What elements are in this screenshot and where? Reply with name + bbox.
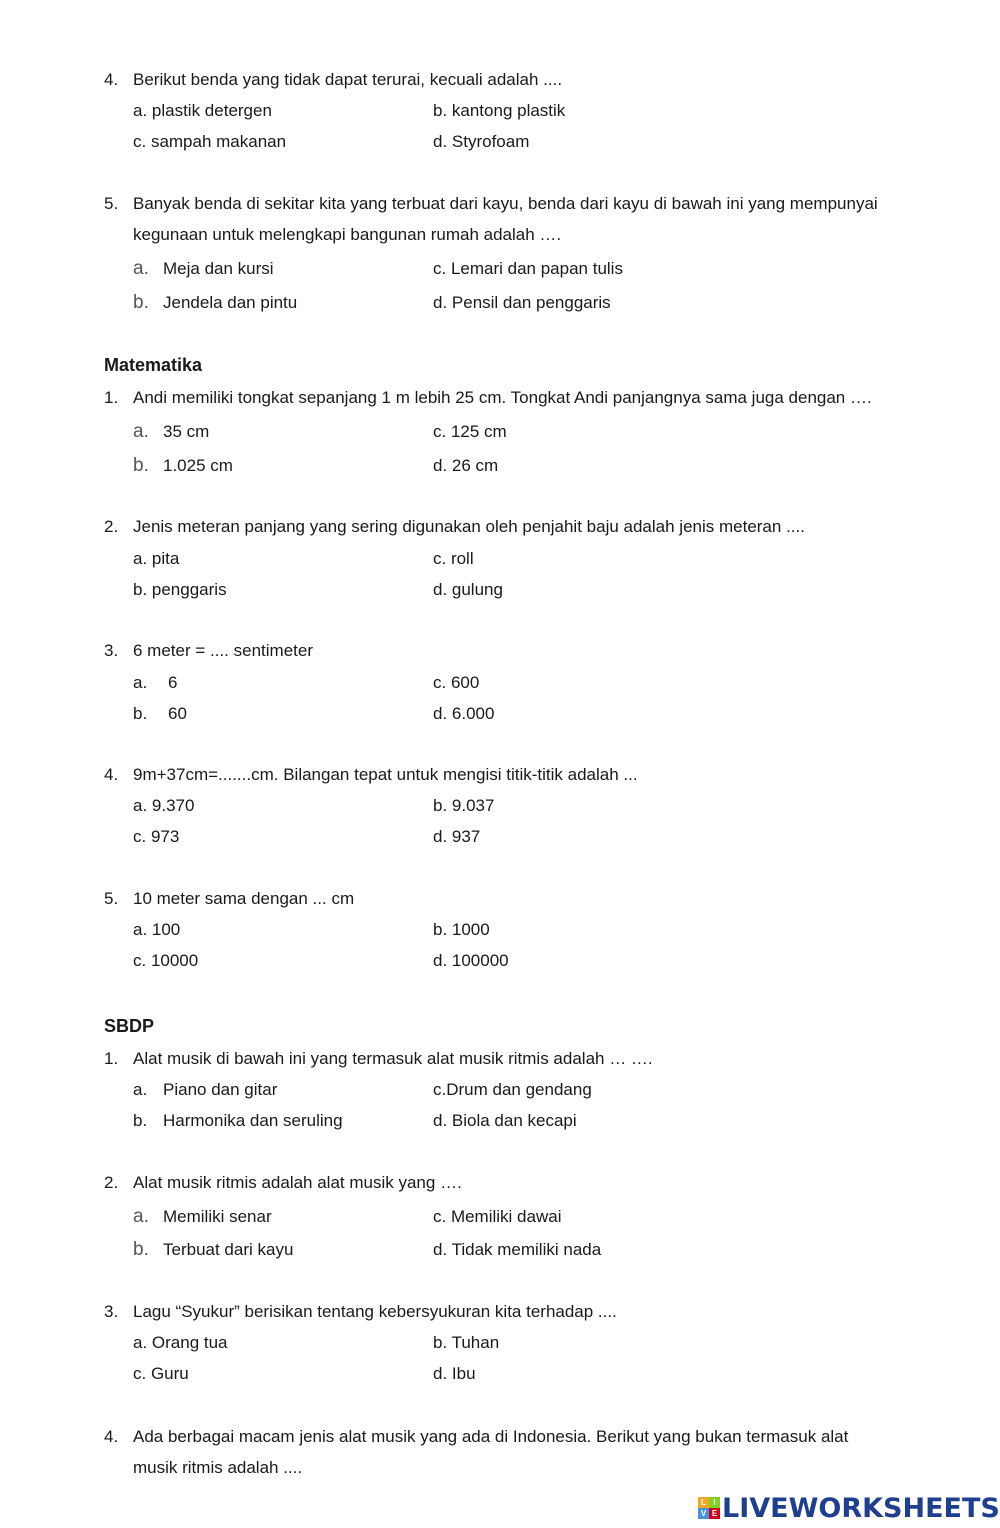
liveworksheets-logo[interactable] bbox=[698, 1488, 1000, 1528]
option-c[interactable]: c. Memiliki dawai bbox=[433, 1207, 562, 1226]
question-number: 4. bbox=[104, 70, 119, 89]
question-text: 10 meter sama dengan ... cm bbox=[133, 889, 355, 908]
option-c[interactable]: c. 600 bbox=[433, 673, 480, 692]
option-a[interactable]: 6 bbox=[168, 673, 178, 692]
option-b[interactable]: b. 1000 bbox=[433, 920, 490, 939]
logo-mark-letter: E bbox=[709, 1508, 720, 1519]
option-b-letter: b. bbox=[133, 1111, 148, 1130]
option-c[interactable]: c.Drum dan gendang bbox=[433, 1080, 592, 1099]
option-b[interactable]: Terbuat dari kayu bbox=[163, 1240, 294, 1259]
question-number: 5. bbox=[104, 194, 119, 213]
option-b-letter: b. bbox=[133, 704, 148, 723]
option-a[interactable]: a. pita bbox=[133, 549, 180, 568]
option-c[interactable]: c. 10000 bbox=[133, 951, 199, 970]
question-number: 3. bbox=[104, 1302, 119, 1321]
option-c[interactable]: c. Lemari dan papan tulis bbox=[433, 259, 623, 278]
option-a-letter: a. bbox=[133, 1206, 149, 1227]
option-a[interactable]: a. Orang tua bbox=[133, 1333, 228, 1352]
option-b[interactable]: b. kantong plastik bbox=[433, 101, 566, 120]
option-a[interactable]: Piano dan gitar bbox=[163, 1080, 278, 1099]
question-number: 3. bbox=[104, 641, 119, 660]
option-d[interactable]: d. Pensil dan penggaris bbox=[433, 293, 611, 312]
question-text: Alat musik di bawah ini yang termasuk alat musik ritmis adalah … …. bbox=[133, 1049, 653, 1068]
option-d[interactable]: d. 26 cm bbox=[433, 456, 499, 475]
option-d[interactable]: d. 100000 bbox=[433, 951, 509, 970]
option-b[interactable]: Jendela dan pintu bbox=[163, 293, 298, 312]
option-b[interactable]: b. Tuhan bbox=[433, 1333, 500, 1352]
option-b-letter: b. bbox=[133, 455, 149, 476]
option-a-letter: a. bbox=[133, 1080, 148, 1099]
option-a[interactable]: a. 9.370 bbox=[133, 796, 195, 815]
question-number: 4. bbox=[104, 765, 119, 784]
option-a[interactable]: a. 100 bbox=[133, 920, 181, 939]
option-b[interactable]: b. 9.037 bbox=[433, 796, 495, 815]
option-d[interactable]: d. 6.000 bbox=[433, 704, 495, 723]
option-a-letter: a. bbox=[133, 258, 149, 279]
option-d[interactable]: d. Ibu bbox=[433, 1364, 476, 1383]
option-a[interactable]: 35 cm bbox=[163, 422, 210, 441]
question-text: Lagu “Syukur” berisikan tentang kebersyukuran kita terhadap .... bbox=[133, 1302, 617, 1321]
question-text: 6 meter = .... sentimeter bbox=[133, 641, 313, 660]
question-number: 1. bbox=[104, 388, 119, 407]
option-a[interactable]: a. plastik detergen bbox=[133, 101, 272, 120]
question-number: 2. bbox=[104, 517, 119, 536]
question-text: Banyak benda di sekitar kita yang terbuat dari kayu, benda dari kayu di bawah ini yang mempunyai bbox=[133, 194, 878, 213]
question-text: Alat musik ritmis adalah alat musik yang …. bbox=[133, 1173, 462, 1192]
question-text: Berikut benda yang tidak dapat terurai, kecuali adalah .... bbox=[133, 70, 563, 89]
option-b[interactable]: b. penggaris bbox=[133, 580, 227, 599]
logo-mark-letter: I bbox=[709, 1497, 720, 1508]
option-c[interactable]: c. sampah makanan bbox=[133, 132, 287, 151]
question-text: Jenis meteran panjang yang sering digunakan oleh penjahit baju adalah jenis meteran .... bbox=[133, 517, 805, 536]
option-b[interactable]: 60 bbox=[168, 704, 187, 723]
option-d[interactable]: d. Styrofoam bbox=[433, 132, 530, 151]
option-b[interactable]: Harmonika dan seruling bbox=[163, 1111, 343, 1130]
section-heading-matematika: Matematika bbox=[104, 355, 203, 375]
section-heading-sbdp: SBDP bbox=[104, 1016, 155, 1036]
option-d[interactable]: d. 937 bbox=[433, 827, 481, 846]
option-d[interactable]: d. Tidak memiliki nada bbox=[433, 1240, 602, 1259]
option-c[interactable]: c. 125 cm bbox=[433, 422, 507, 441]
option-a[interactable]: Memiliki senar bbox=[163, 1207, 272, 1226]
option-b[interactable]: 1.025 cm bbox=[163, 456, 233, 475]
question-number: 1. bbox=[104, 1049, 119, 1068]
option-c[interactable]: c. roll bbox=[433, 549, 474, 568]
liveworksheets-logo-icon bbox=[698, 1497, 720, 1519]
option-c[interactable]: c. Guru bbox=[133, 1364, 189, 1383]
option-a-letter: a. bbox=[133, 421, 149, 442]
question-text: Ada berbagai macam jenis alat musik yang ada di Indonesia. Berikut yang bukan termasuk alat bbox=[133, 1427, 849, 1446]
option-c[interactable]: c. 973 bbox=[133, 827, 180, 846]
question-text: 9m+37cm=.......cm. Bilangan tepat untuk mengisi titik-titik adalah ... bbox=[133, 765, 638, 784]
question-number: 5. bbox=[104, 889, 119, 908]
liveworksheets-logo-text: LIVEWORKSHEETS bbox=[722, 1492, 1000, 1524]
question-text: Andi memiliki tongkat sepanjang 1 m lebih 25 cm. Tongkat Andi panjangnya sama juga dengan …. bbox=[133, 388, 872, 407]
option-d[interactable]: d. Biola dan kecapi bbox=[433, 1111, 577, 1130]
question-text-continued: musik ritmis adalah .... bbox=[133, 1458, 303, 1477]
option-b-letter: b. bbox=[133, 292, 149, 313]
option-a-letter: a. bbox=[133, 673, 148, 692]
question-text-continued: kegunaan untuk melengkapi bangunan rumah adalah …. bbox=[133, 225, 562, 244]
logo-mark-letter: V bbox=[698, 1508, 709, 1519]
logo-mark-letter: L bbox=[698, 1497, 709, 1508]
question-number: 4. bbox=[104, 1427, 119, 1446]
question-number: 2. bbox=[104, 1173, 119, 1192]
option-d[interactable]: d. gulung bbox=[433, 580, 503, 599]
option-b-letter: b. bbox=[133, 1239, 149, 1260]
option-a[interactable]: Meja dan kursi bbox=[163, 259, 274, 278]
